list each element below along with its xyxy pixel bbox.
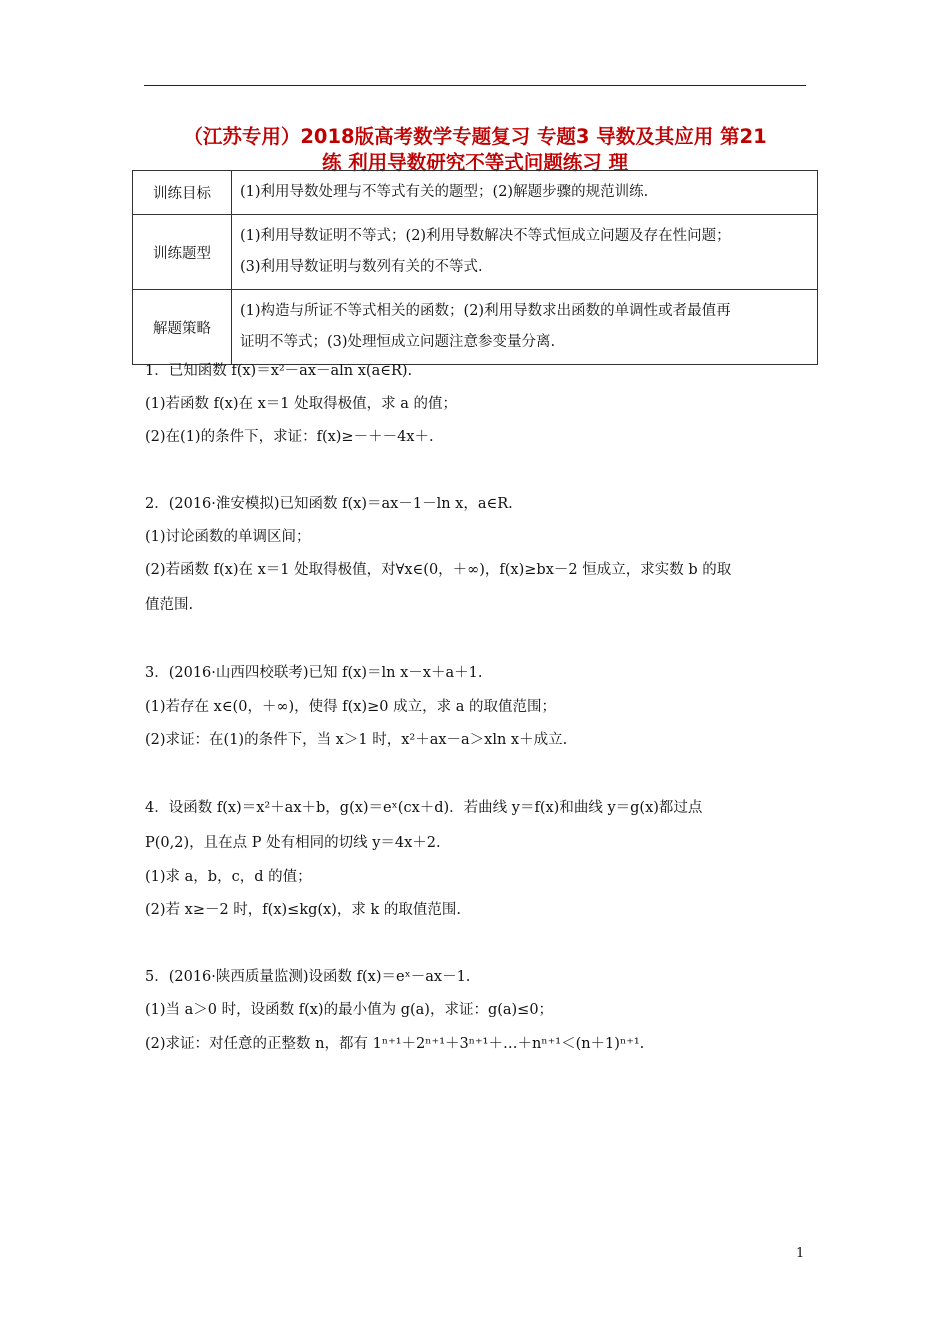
- row-label: 解题策略: [133, 290, 232, 365]
- problem-3-stem: 3．(2016·山西四校联考)已知 f(x)＝ln x－x＋a＋1.: [145, 665, 483, 681]
- row-line: (1)利用导数处理与不等式有关的题型；(2)解题步骤的规范训练.: [240, 184, 649, 200]
- problem-2-part-2: (2)若函数 f(x)在 x＝1 处取得极值，对∀x∈(0，＋∞)，f(x)≥bx－2 恒成立，求实数 b 的取: [145, 562, 732, 578]
- table-row: [133, 215, 818, 290]
- training-goals-table: [132, 170, 818, 365]
- problem-2-stem: 2．(2016·淮安模拟)已知函数 f(x)＝ax－1－ln x，a∈R.: [145, 496, 513, 512]
- row-line: (3)利用导数证明与数列有关的不等式.: [240, 259, 483, 275]
- problem-4-part-2: (2)若 x≥－2 时，f(x)≤kg(x)，求 k 的取值范围.: [145, 902, 461, 918]
- title-line-1: （江苏专用）2018版高考数学专题复习 专题3 导数及其应用 第21: [183, 125, 767, 148]
- row-line: (1)利用导数证明不等式；(2)利用导数解决不等式恒成立问题及存在性问题；: [240, 228, 731, 244]
- table-row: [133, 171, 818, 215]
- header-rule: [144, 85, 806, 86]
- row-content: [232, 215, 818, 290]
- problem-4-stem: 4．设函数 f(x)＝x²＋ax＋b，g(x)＝eˣ(cx＋d)．若曲线 y＝f(x)和曲线 y＝g(x)都过点: [145, 800, 703, 816]
- problem-5-part-1: (1)当 a＞0 时，设函数 f(x)的最小值为 g(a)，求证：g(a)≤0；: [145, 1002, 554, 1018]
- row-line: 证明不等式；(3)处理恒成立问题注意参变量分离.: [240, 334, 556, 350]
- problem-5-part-2: (2)求证：对任意的正整数 n，都有 1ⁿ⁺¹＋2ⁿ⁺¹＋3ⁿ⁺¹＋…＋nⁿ⁺¹＜(n＋1)ⁿ⁺¹.: [145, 1036, 645, 1052]
- title-line-2: 练 利用导数研究不等式问题练习 理: [321, 151, 629, 174]
- problem-3-part-2: (2)求证：在(1)的条件下，当 x＞1 时，x²＋ax－a＞xln x＋成立.: [145, 732, 568, 748]
- problem-5-stem: 5．(2016·陕西质量监测)设函数 f(x)＝eˣ－ax－1.: [145, 969, 471, 985]
- row-label: 训练题型: [133, 215, 232, 290]
- problem-1-stem: 1．已知函数 f(x)＝x²－ax－aln x(a∈R).: [145, 363, 413, 379]
- problem-4-part-1: (1)求 a，b，c，d 的值；: [145, 869, 312, 885]
- table-row: [133, 290, 818, 365]
- row-content: [232, 171, 818, 215]
- problem-1-part-2: (2)在(1)的条件下，求证：f(x)≥－＋－4x＋.: [145, 429, 434, 445]
- problem-2-part-2-cont: 值范围.: [145, 597, 194, 613]
- document-title: [120, 124, 830, 176]
- row-label: 训练目标: [133, 171, 232, 215]
- row-content: [232, 290, 818, 365]
- page-number: 1: [796, 1246, 805, 1261]
- problem-2-part-1: (1)讨论函数的单调区间；: [145, 529, 311, 545]
- row-line: (1)构造与所证不等式相关的函数；(2)利用导数求出函数的单调性或者最值再: [240, 303, 731, 319]
- problem-3-part-1: (1)若存在 x∈(0，＋∞)，使得 f(x)≥0 成立，求 a 的取值范围；: [145, 699, 556, 715]
- problem-1-part-1: (1)若函数 f(x)在 x＝1 处取得极值，求 a 的值；: [145, 396, 457, 412]
- problem-4-stem-cont: P(0,2)，且在点 P 处有相同的切线 y＝4x＋2.: [145, 835, 441, 851]
